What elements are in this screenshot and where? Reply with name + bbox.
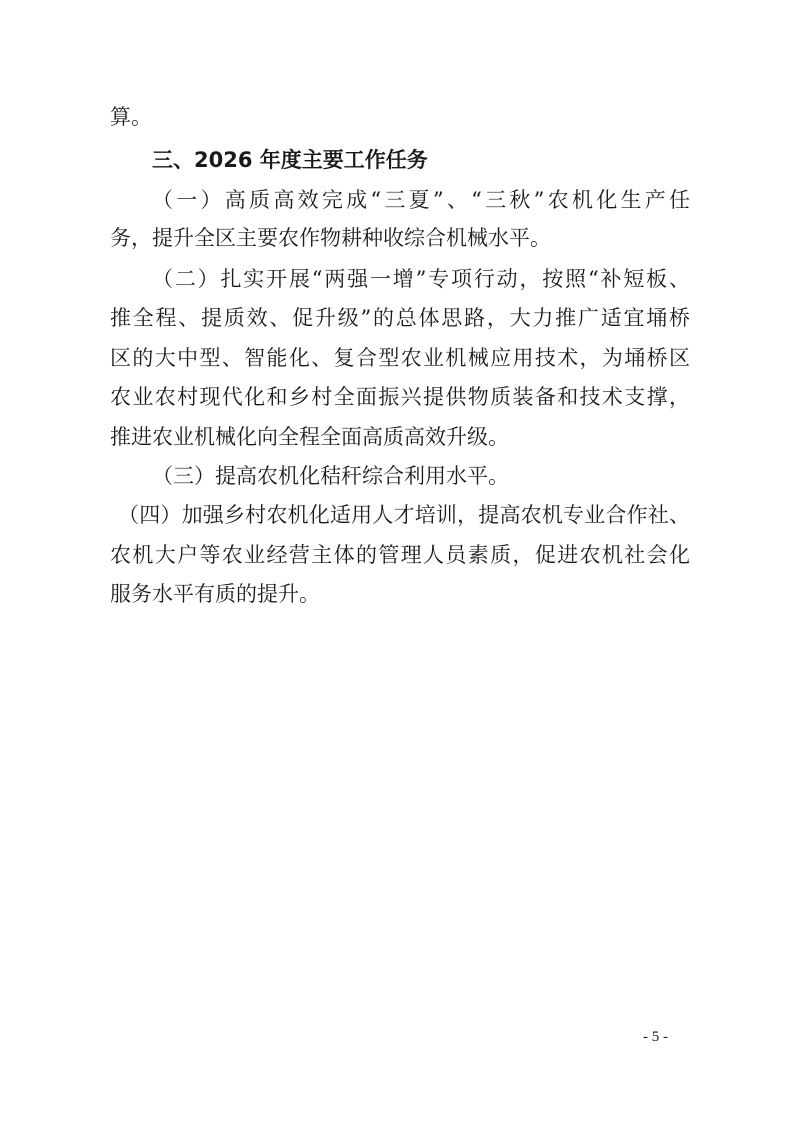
paragraph-line: （四）加强乡村农机化适用人才培训，提高农机专业合作社、 [118, 503, 690, 527]
paragraph-line: 农业农村现代化和乡村全面振兴提供物质装备和技术支撑， [110, 385, 690, 409]
paragraph-line: 农机大户等农业经营主体的管理人员素质，促进农机社会化 [110, 543, 690, 567]
paragraph-line: 服务水平有质的提升。 [110, 582, 320, 606]
section-heading: 三、2026 年度主要工作任务 [152, 148, 428, 172]
page-number: - 5 - [643, 1029, 668, 1045]
paragraph-line: 区的大中型、智能化、复合型农业机械应用技术，为埇桥区 [110, 346, 690, 370]
paragraph-line: 推全程、提质效、促升级”的总体思路，大力推广适宜埇桥 [110, 306, 690, 330]
paragraph-line: 务，提升全区主要农作物耕种收综合机械水平。 [110, 226, 551, 250]
paragraph-line: （三）提高农机化秸秆综合利用水平。 [152, 464, 509, 488]
paragraph-line: 算。 [110, 105, 152, 129]
paragraph-line: 推进农业机械化向全程全面高质高效升级。 [110, 425, 509, 449]
paragraph-line: （一）高质高效完成“三夏”、“三秋”农机化生产任 [152, 188, 690, 212]
paragraph-line: （二）扎实开展“两强一增”专项行动，按照“补短板、 [152, 267, 690, 291]
